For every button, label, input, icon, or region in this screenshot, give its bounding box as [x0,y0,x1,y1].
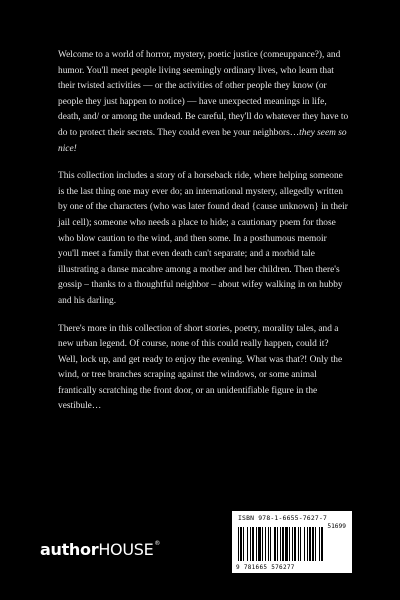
isbn-text: ISBN 978-1-6655-7627-7 [238,514,328,522]
blurb-paragraph-1 [58,48,350,157]
isbn-barcode [232,511,352,573]
blurb-paragraph-2: This collection includes a story of a horseback ride, where helping someone is the last thing one may ever do; an international mystery, allegedly written by one of the characters (who was later found dead {cause unknown} in their jail cell); someone who needs a place to hide; a cautionary poem for those who blow caution to the wind, and then some. In a posthumous memoir you'll meet a family that even death can't separate; and a morbid tale illustrating a danse macabre among a mother and her children. Then there's gossip – thanks to a thoughtful neighbor – about wifey walking in on hubby and his darling. [58,171,348,306]
barcode-bars [236,523,348,561]
registered-mark: ® [154,540,161,547]
publisher-logo [40,540,160,559]
back-cover-blurb [58,48,350,427]
barcode-number: 9 781665 576277 [236,564,295,571]
publisher-name-house: HOUSE [98,540,154,559]
blurb-paragraph-3: There's more in this collection of short stories, poetry, morality tales, and a new urban legend. Of course, none of this could really happen, could it? Well, lock up, and get ready to enjoy the evening. What was that?! Only the wind, or tree branches scraping against the windows, or some animal frantically scratching the front door, or an unidentifiable figure in the vestibule… [58,323,343,412]
blurb-paragraph-1-italic: they seem so nice! [58,127,347,154]
price-code: 51699 [327,523,346,530]
publisher-name-author: author [40,540,99,559]
blurb-paragraph-1-text: Welcome to a world of horror, mystery, poetic justice (comeuppance?), and humor. You'll meet people living seemingly ordinary lives, who learn that their twisted activities — or the activities of other people they know (or people they just happen to notice) — have unexpected meanings in life, death, and/ or among the undead. Be careful, they'll do whatever they have to do to protect their secrets. They could even be your neighbors… [58,50,349,138]
